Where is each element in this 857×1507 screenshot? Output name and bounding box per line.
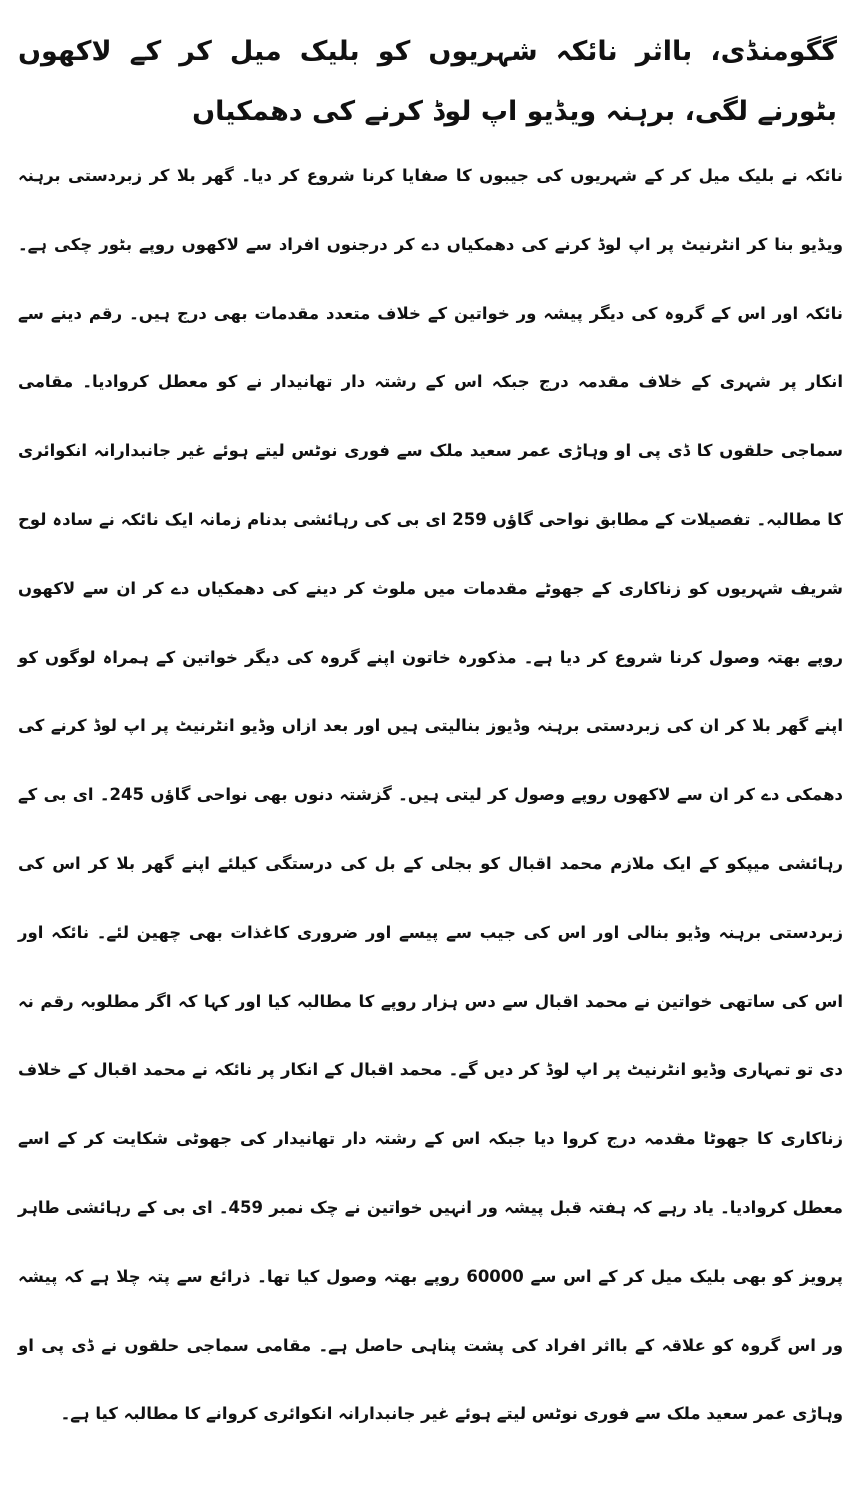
- article-body: نائکہ نے بلیک میل کر کے شہریوں کی جیبوں کا صفایا کرنا شروع کر دیا۔ گھر بلا کر زبردستی برہنہ ویڈیو بنا کر انٹرنیٹ پر اپ لوڈ کرنے کی دھمکیاں دے کر درجنوں افراد سے لاکھوں روپے بٹور چکی ہے۔ نائکہ اور اس کے گروہ کی دیگر پیشہ ور خواتین کے خلاف متعدد مقدمات بھی درج ہیں۔ رقم دینے سے انکار پر شہری کے خلاف مقدمہ درج جبکہ اس کے رشتہ دار تھانیدار نے کو معطل کروادیا۔ مقامی سماجی حلقوں کا ڈی پی او وہاڑی عمر سعید ملک سے فوری نوٹس لیتے ہوئے غیر جانبدارانہ انکوائری کا مطالبہ۔ تفصیلات کے مطابق نواحی گاؤں 259 ای بی کی رہائشی بدنام زمانہ ایک نائکہ نے سادہ لوح شریف شہریوں کو زناکاری کے جھوٹے مقدمات میں ملوث کر دینے کی دھمکیاں دے کر ان سے لاکھوں روپے بھتہ وصول کرنا شروع کر دیا ہے۔ مذکورہ خاتون اپنے گروہ کی دیگر خواتین کے ہمراہ لوگوں کو اپنے گھر بلا کر ان کی زبردستی برہنہ وڈیوز بنالیتی ہیں اور بعد ازاں وڈیو انٹرنیٹ پر اپ لوڈ کرنے کی دھمکی دے کر ان سے لاکھوں روپے وصول کر لیتی ہیں۔ گزشتہ دنوں بھی نواحی گاؤں 245۔ ای بی کے رہائشی میپکو کے ایک ملازم محمد اقبال کو بجلی کے بل کی درستگی کیلئے اپنے گھر بلا کر اس کی زبردستی برہنہ وڈیو بنالی اور اس کی جیب سے پیسے اور ضروری کاغذات بھی چھین لئے۔ نائکہ اور اس کی ساتھی خواتین نے محمد اقبال سے دس ہزار روپے کا مطالبہ کیا اور کہا کہ اگر مطلوبہ رقم نہ دی تو تمہاری وڈیو انٹرنیٹ پر اپ لوڈ کر دیں گے۔ محمد اقبال کے انکار پر نائکہ نے محمد اقبال کے خلاف زناکاری کا جھوٹا مقدمہ درج کروا دیا جبکہ اس کے رشتہ دار تھانیدار کی جھوٹی شکایت کر کے اسے معطل کروادیا۔ یاد رہے کہ ہفتہ قبل پیشہ ور انہیں خواتین نے چک نمبر 459۔ ای بی کے رہائشی طاہر پرویز کو بھی بلیک میل کر کے اس سے 60000 روپے بھتہ وصول کیا تھا۔ ذرائع سے پتہ چلا ہے کہ پیشہ ور اس گروہ کو علاقہ کے بااثر افراد کی پشت پناہی حاصل ہے۔ مقامی سماجی حلقوں نے ڈی پی او وہاڑی عمر سعید ملک سے فوری نوٹس لیتے ہوئے غیر جانبدارانہ انکوائری کروانے کا مطالبہ کیا ہے۔: [18, 166, 844, 1424]
- article-headline: گگومنڈی، بااثر نائکہ شہریوں کو بلیک میل کر کے لاکھوں بٹورنے لگی، برہنہ ویڈیو اپ لوڈ کرنے کی دھمکیاں: [18, 36, 837, 127]
